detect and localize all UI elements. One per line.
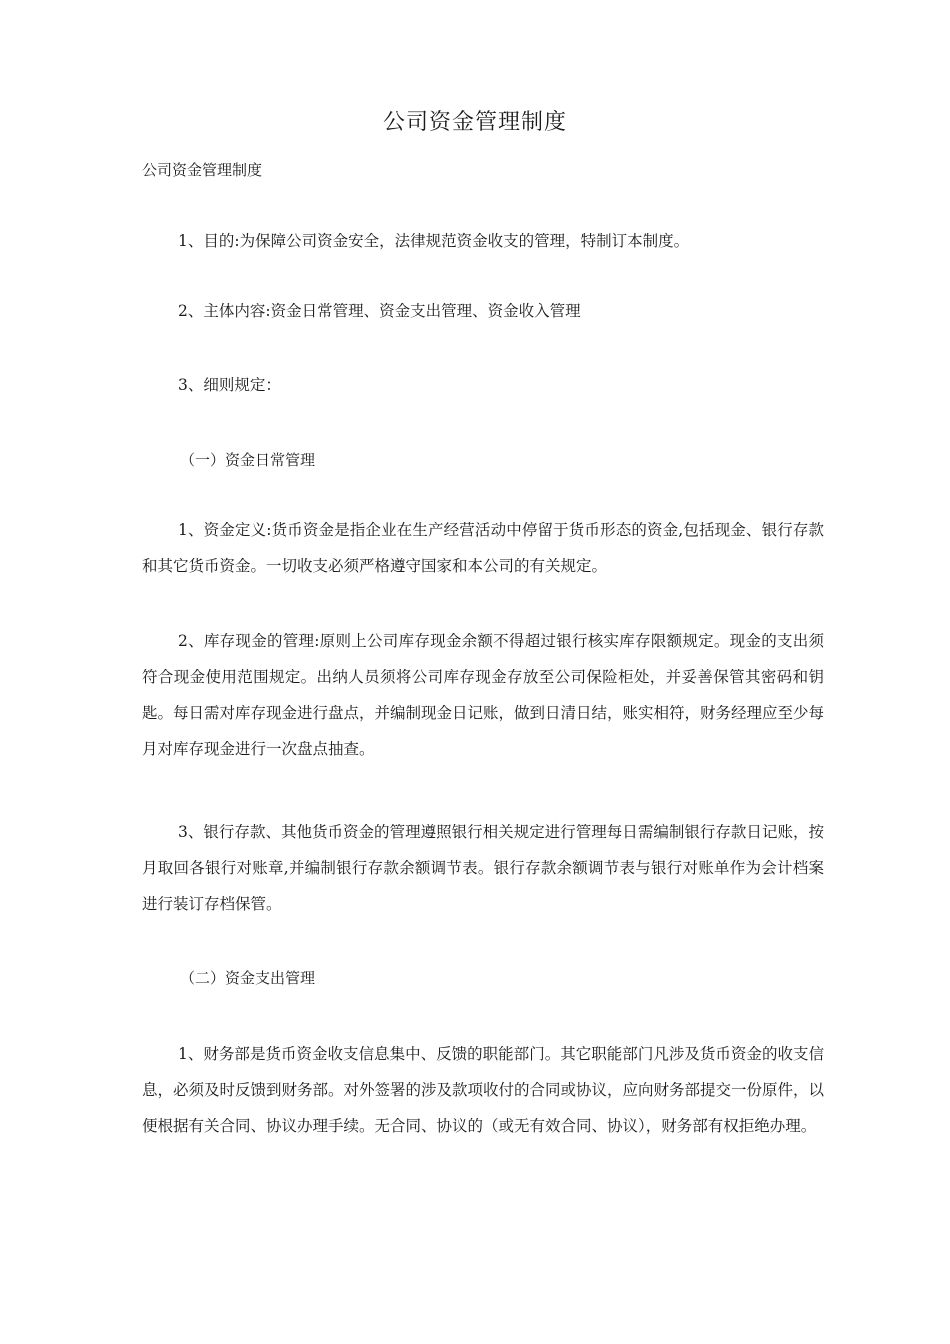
item-main-content: 2、主体内容:资金日常管理、资金支出管理、资金收入管理: [178, 302, 581, 320]
paragraph-cash-management: 2、库存现金的管理:原则上公司库存现金余额不得超过银行核实库存限额规定。现金的支出须符合现金使用范围规定。出纳人员须将公司库存现金存放至公司保险柜处，并妥善保管其密码和钥匙。每日需对库存现金进行盘点，并编制现金日记账，做到日清日结，账实相符，财务经理应至少每月对库存现金进行一次盘点抽查。: [142, 632, 825, 758]
paragraph-fund-definition: 1、资金定义:货币资金是指企业在生产经营活动中停留于货币形态的资金,包括现金、银行存款和其它货币资金。一切收支必须严格遵守国家和本公司的有关规定。: [142, 521, 824, 575]
item-rules: 3、细则规定：: [178, 376, 281, 394]
section-heading-daily-management: （一）资金日常管理: [180, 451, 316, 469]
document-title: 公司资金管理制度: [382, 110, 567, 135]
item-purpose: 1、目的:为保障公司资金安全，法律规范资金收支的管理，特制订本制度。: [178, 232, 690, 250]
document-subtitle: 公司资金管理制度: [142, 161, 263, 179]
paragraph-bank-deposit-management: 3、银行存款、其他货币资金的管理遵照银行相关规定进行管理每日需编制银行存款日记账，按月取回各银行对账章,并编制银行存款余额调节表。银行存款余额调节表与银行对账单作为会计档案进行装订存档保管。: [142, 823, 824, 913]
paragraph-finance-department: 1、财务部是货币资金收支信息集中、反馈的职能部门。其它职能部门凡涉及货币资金的收支信息，必须及时反馈到财务部。对外签署的涉及款项收付的合同或协议，应向财务部提交一份原件，以便根据有关合同、协议办理手续。无合同、协议的（或无有效合同、协议），财务部有权拒绝办理。: [142, 1045, 825, 1135]
section-heading-expenditure-management: （二）资金支出管理: [180, 969, 316, 987]
